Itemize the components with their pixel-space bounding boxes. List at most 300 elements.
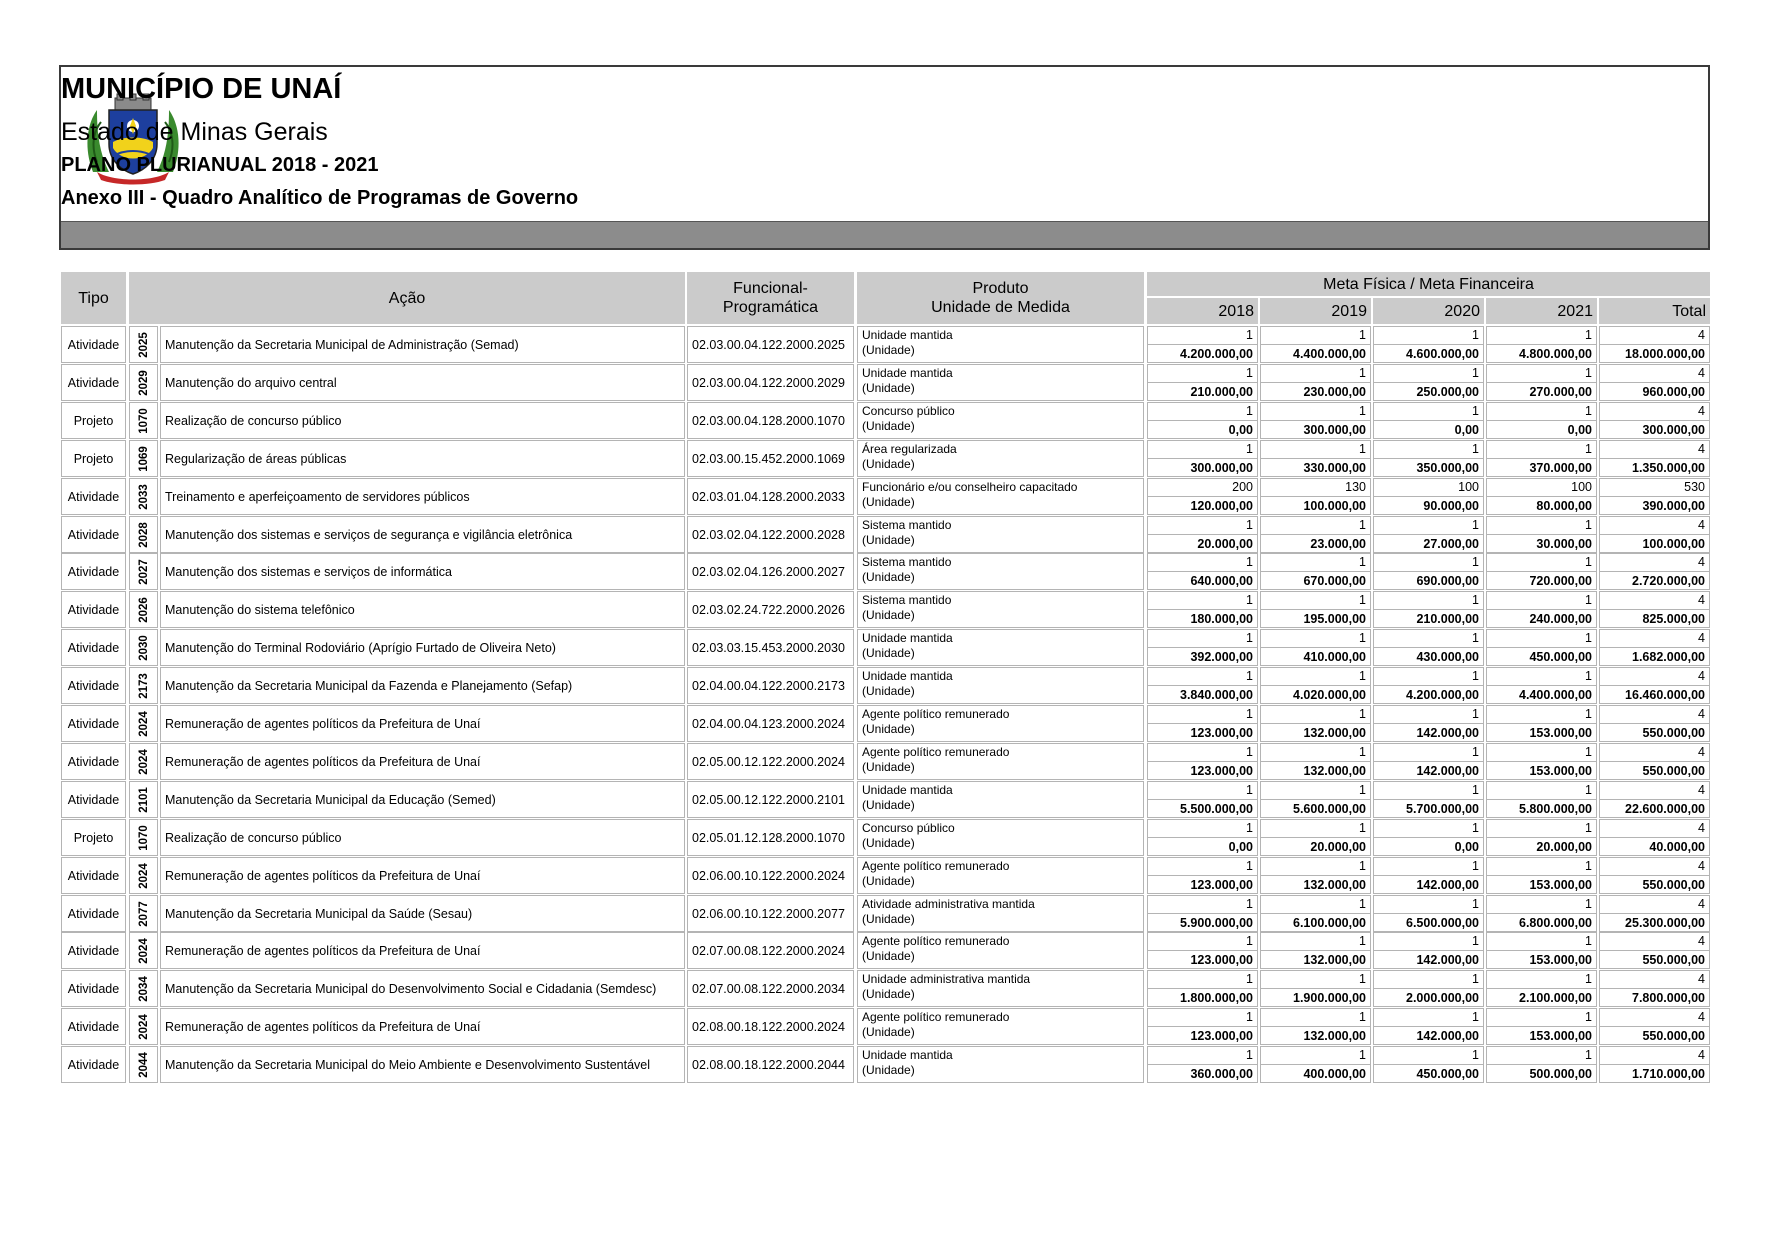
cell-acao: [160, 743, 685, 780]
meta-financeira: 2.000.000,00: [1406, 991, 1479, 1005]
meta-financeira: 132.000,00: [1303, 878, 1366, 892]
meta-fisica: 1: [1246, 897, 1253, 911]
cell-acao: [160, 364, 685, 401]
cell-2021: [1486, 1046, 1597, 1083]
table-row: [0, 819, 1766, 856]
meta-fisica: 1: [1472, 1048, 1479, 1062]
meta-financeira: 1.350.000,00: [1632, 461, 1705, 475]
meta-fisica: 1: [1359, 328, 1366, 342]
cell-produto: [857, 364, 1144, 401]
meta-fisica: 1: [1359, 669, 1366, 683]
cell-text: 2024: [137, 937, 150, 964]
cell-text: Regularização de áreas públicas: [165, 451, 347, 466]
meta-financeira: 500.000,00: [1529, 1067, 1592, 1081]
meta-fisica: 1: [1359, 593, 1366, 607]
meta-fisica: 1: [1472, 555, 1479, 569]
meta-financeira: 300.000,00: [1303, 423, 1366, 437]
cell-text: 02.03.02.24.722.2000.2026: [692, 602, 845, 617]
meta-financeira: 20.000,00: [1197, 537, 1253, 551]
meta-fisica: 1: [1359, 934, 1366, 948]
cell-2021: [1486, 819, 1597, 856]
produto-unidade: (Unidade): [862, 912, 915, 926]
meta-financeira: 7.800.000,00: [1632, 991, 1705, 1005]
cell-produto: [857, 629, 1144, 666]
cell-2021: [1486, 667, 1597, 704]
meta-financeira: 142.000,00: [1416, 726, 1479, 740]
meta-fisica: 4: [1698, 745, 1705, 759]
cell-text: Manutenção da Secretaria Municipal de Administração (Semad): [165, 337, 519, 352]
cell-text: 02.03.02.04.126.2000.2027: [692, 564, 845, 579]
cell-funcional: [687, 1008, 854, 1045]
cell-2021: [1486, 364, 1597, 401]
cell-tipo: [61, 857, 126, 894]
meta-fisica: 1: [1246, 783, 1253, 797]
cell-acao: [160, 591, 685, 628]
meta-fisica: 1: [1472, 442, 1479, 456]
meta-financeira: 120.000,00: [1190, 499, 1253, 513]
column-header-year-2018: 2018: [1147, 298, 1258, 324]
meta-fisica: 4: [1698, 442, 1705, 456]
meta-financeira: 210.000,00: [1416, 612, 1479, 626]
meta-fisica: 4: [1698, 783, 1705, 797]
cell-2019: [1260, 591, 1371, 628]
cell-2018: [1147, 553, 1258, 590]
cell-text: Remuneração de agentes políticos da Prefeitura de Unaí: [165, 1019, 481, 1034]
cell-total: [1599, 516, 1710, 553]
meta-financeira: 0,00: [1454, 840, 1479, 854]
column-header-meta: Meta Física / Meta Financeira: [1147, 272, 1710, 296]
cell-text: Atividade: [67, 527, 120, 542]
cell-total: [1599, 591, 1710, 628]
meta-financeira: 360.000,00: [1190, 1067, 1253, 1081]
cell-2018: [1147, 705, 1258, 742]
cell-text: 2028: [137, 521, 150, 548]
meta-financeira: 27.000,00: [1423, 537, 1479, 551]
meta-financeira: 153.000,00: [1529, 764, 1592, 778]
meta-financeira: 30.000,00: [1536, 537, 1592, 551]
column-header-funcional-line1: Funcional-: [733, 280, 808, 297]
cell-total: [1599, 970, 1710, 1007]
cell-2021: [1486, 705, 1597, 742]
column-header-produto-line2: Unidade de Medida: [931, 299, 1070, 316]
produto-unidade: (Unidade): [862, 343, 915, 357]
cell-text: 02.05.00.12.122.2000.2024: [692, 754, 845, 769]
cell-funcional: [687, 857, 854, 894]
meta-fisica: 1: [1585, 669, 1592, 683]
cell-2021: [1486, 932, 1597, 969]
produto-unidade: (Unidade): [862, 987, 915, 1001]
produto-unidade: (Unidade): [862, 798, 915, 812]
meta-financeira: 20.000,00: [1310, 840, 1366, 854]
cell-acao: [160, 705, 685, 742]
meta-financeira: 22.600.000,00: [1625, 802, 1705, 816]
produto-unidade: (Unidade): [862, 836, 915, 850]
meta-fisica: 1: [1246, 442, 1253, 456]
cell-acao: [160, 326, 685, 363]
cell-2020: [1373, 781, 1484, 818]
table-row: [0, 478, 1766, 515]
meta-fisica: 1: [1585, 518, 1592, 532]
column-header-funcional: [687, 272, 854, 324]
cell-codigo: [129, 326, 158, 363]
cell-2019: [1260, 629, 1371, 666]
cell-tipo: [61, 705, 126, 742]
table-row: [0, 364, 1766, 401]
cell-2019: [1260, 667, 1371, 704]
cell-text: Manutenção do arquivo central: [165, 375, 337, 390]
cell-2018: [1147, 364, 1258, 401]
meta-financeira: 132.000,00: [1303, 1029, 1366, 1043]
meta-fisica: 1: [1359, 859, 1366, 873]
cell-codigo: [129, 667, 158, 704]
cell-total: [1599, 819, 1710, 856]
cell-codigo: [129, 516, 158, 553]
meta-fisica: 1: [1472, 859, 1479, 873]
cell-2019: [1260, 781, 1371, 818]
meta-fisica: 4: [1698, 404, 1705, 418]
cell-codigo: [129, 932, 158, 969]
produto-name: Atividade administrativa mantida: [862, 897, 1035, 911]
cell-text: 02.03.00.04.128.2000.1070: [692, 413, 845, 428]
meta-financeira: 123.000,00: [1190, 1029, 1253, 1043]
cell-2018: [1147, 516, 1258, 553]
cell-2018: [1147, 667, 1258, 704]
meta-financeira: 3.840.000,00: [1180, 688, 1253, 702]
cell-tipo: [61, 516, 126, 553]
produto-name: Unidade mantida: [862, 1048, 953, 1062]
cell-text: Manutenção da Secretaria Municipal da Saúde (Sesau): [165, 906, 473, 921]
report-header: [59, 65, 1710, 250]
table-row: [0, 326, 1766, 363]
meta-financeira: 180.000,00: [1190, 612, 1253, 626]
cell-text: Atividade: [67, 716, 120, 731]
cell-text: Atividade: [67, 564, 120, 579]
cell-text: 02.08.00.18.122.2000.2044: [692, 1057, 845, 1072]
produto-unidade: (Unidade): [862, 874, 915, 888]
cell-funcional: [687, 970, 854, 1007]
meta-fisica: 1: [1246, 1010, 1253, 1024]
cell-codigo: [129, 781, 158, 818]
cell-tipo: [61, 402, 126, 439]
meta-fisica: 1: [1246, 593, 1253, 607]
table-row: [0, 402, 1766, 439]
cell-codigo: [129, 743, 158, 780]
meta-financeira: 5.500.000,00: [1180, 802, 1253, 816]
table-row: [0, 591, 1766, 628]
meta-financeira: 4.400.000,00: [1519, 688, 1592, 702]
meta-financeira: 550.000,00: [1642, 726, 1705, 740]
meta-fisica: 1: [1246, 404, 1253, 418]
meta-financeira: 100.000,00: [1642, 537, 1705, 551]
cell-text: Manutenção da Secretaria Municipal do Desenvolvimento Social e Cidadania (Semdesc): [165, 981, 657, 996]
cell-funcional: [687, 1046, 854, 1083]
meta-fisica: 1: [1246, 328, 1253, 342]
produto-name: Sistema mantido: [862, 555, 952, 569]
produto-unidade: (Unidade): [862, 495, 915, 509]
cell-produto: [857, 591, 1144, 628]
meta-fisica: 1: [1246, 745, 1253, 759]
meta-financeira: 450.000,00: [1529, 650, 1592, 664]
cell-total: [1599, 932, 1710, 969]
meta-fisica: 1: [1472, 631, 1479, 645]
cell-tipo: [61, 970, 126, 1007]
cell-2020: [1373, 516, 1484, 553]
cell-produto: [857, 857, 1144, 894]
meta-fisica: 1: [1472, 707, 1479, 721]
meta-fisica: 4: [1698, 707, 1705, 721]
meta-financeira: 18.000.000,00: [1625, 347, 1705, 361]
meta-fisica: 1: [1246, 1048, 1253, 1062]
meta-financeira: 392.000,00: [1190, 650, 1253, 664]
meta-fisica: 1: [1359, 972, 1366, 986]
meta-financeira: 6.100.000,00: [1293, 916, 1366, 930]
meta-fisica: 4: [1698, 593, 1705, 607]
meta-fisica: 1: [1585, 593, 1592, 607]
cell-2018: [1147, 440, 1258, 477]
meta-fisica: 1: [1472, 328, 1479, 342]
cell-funcional: [687, 478, 854, 515]
column-header-year-2021: 2021: [1486, 298, 1597, 324]
cell-funcional: [687, 553, 854, 590]
cell-tipo: [61, 819, 126, 856]
cell-tipo: [61, 553, 126, 590]
produto-name: Área regularizada: [862, 442, 957, 456]
produto-name: Unidade mantida: [862, 366, 953, 380]
cell-acao: [160, 1046, 685, 1083]
cell-2020: [1373, 629, 1484, 666]
meta-fisica: 1: [1359, 404, 1366, 418]
cell-codigo: [129, 970, 158, 1007]
meta-fisica: 4: [1698, 669, 1705, 683]
cell-text: Projeto: [73, 413, 114, 428]
cell-total: [1599, 478, 1710, 515]
table-row: [0, 857, 1766, 894]
cell-funcional: [687, 895, 854, 932]
cell-codigo: [129, 629, 158, 666]
produto-unidade: (Unidade): [862, 1025, 915, 1039]
meta-financeira: 4.800.000,00: [1519, 347, 1592, 361]
produto-name: Agente político remunerado: [862, 745, 1010, 759]
meta-fisica: 1: [1359, 366, 1366, 380]
cell-total: [1599, 326, 1710, 363]
cell-acao: [160, 932, 685, 969]
cell-text: Manutenção do Terminal Rodoviário (Aprígio Furtado de Oliveira Neto): [165, 640, 556, 655]
meta-financeira: 270.000,00: [1529, 385, 1592, 399]
table-row: [0, 1008, 1766, 1045]
meta-fisica: 1: [1585, 745, 1592, 759]
produto-name: Concurso público: [862, 821, 955, 835]
cell-produto: [857, 553, 1144, 590]
cell-2019: [1260, 478, 1371, 515]
cell-codigo: [129, 364, 158, 401]
cell-text: Remuneração de agentes políticos da Prefeitura de Unaí: [165, 868, 481, 883]
meta-fisica: 1: [1472, 745, 1479, 759]
meta-financeira: 90.000,00: [1423, 499, 1479, 513]
meta-financeira: 450.000,00: [1416, 1067, 1479, 1081]
produto-unidade: (Unidade): [862, 684, 915, 698]
cell-total: [1599, 743, 1710, 780]
cell-text: Remuneração de agentes políticos da Prefeitura de Unaí: [165, 943, 481, 958]
cell-text: 02.08.00.18.122.2000.2024: [692, 1019, 845, 1034]
cell-tipo: [61, 478, 126, 515]
meta-fisica: 1: [1246, 631, 1253, 645]
cell-text: Treinamento e aperfeiçoamento de servidores públicos: [165, 489, 470, 504]
cell-text: Remuneração de agentes políticos da Prefeitura de Unaí: [165, 716, 481, 731]
column-header-produto-line1: Produto: [972, 280, 1029, 297]
cell-funcional: [687, 364, 854, 401]
meta-financeira: 550.000,00: [1642, 953, 1705, 967]
table-row: [0, 667, 1766, 704]
meta-financeira: 5.700.000,00: [1406, 802, 1479, 816]
cell-produto: [857, 667, 1144, 704]
cell-2018: [1147, 1046, 1258, 1083]
column-header-total: Total: [1599, 298, 1710, 324]
table-row: [0, 440, 1766, 477]
column-header-tipo: Tipo: [61, 272, 126, 324]
meta-fisica: 1: [1246, 934, 1253, 948]
cell-total: [1599, 667, 1710, 704]
cell-2019: [1260, 932, 1371, 969]
cell-2019: [1260, 364, 1371, 401]
cell-text: Manutenção do sistema telefônico: [165, 602, 355, 617]
cell-2021: [1486, 743, 1597, 780]
cell-text: 2024: [137, 862, 150, 889]
cell-total: [1599, 440, 1710, 477]
table-row: [0, 970, 1766, 1007]
meta-financeira: 550.000,00: [1642, 878, 1705, 892]
cell-text: Atividade: [67, 981, 120, 996]
cell-codigo: [129, 1046, 158, 1083]
meta-fisica: 1: [1472, 1010, 1479, 1024]
cell-2018: [1147, 932, 1258, 969]
meta-fisica: 1: [1359, 555, 1366, 569]
cell-acao: [160, 516, 685, 553]
cell-text: 02.04.00.04.122.2000.2173: [692, 678, 845, 693]
cell-2021: [1486, 895, 1597, 932]
cell-acao: [160, 895, 685, 932]
meta-fisica: 1: [1246, 859, 1253, 873]
meta-financeira: 142.000,00: [1416, 878, 1479, 892]
cell-text: 2026: [137, 596, 150, 623]
cell-total: [1599, 629, 1710, 666]
meta-fisica: 1: [1585, 404, 1592, 418]
meta-fisica: 1: [1472, 366, 1479, 380]
cell-2019: [1260, 970, 1371, 1007]
cell-2019: [1260, 553, 1371, 590]
meta-financeira: 132.000,00: [1303, 953, 1366, 967]
meta-financeira: 410.000,00: [1303, 650, 1366, 664]
meta-fisica: 1: [1359, 1048, 1366, 1062]
meta-financeira: 4.200.000,00: [1180, 347, 1253, 361]
cell-total: [1599, 1008, 1710, 1045]
cell-2019: [1260, 1046, 1371, 1083]
meta-financeira: 153.000,00: [1529, 1029, 1592, 1043]
meta-financeira: 640.000,00: [1190, 574, 1253, 588]
cell-2020: [1373, 1008, 1484, 1045]
table-row: [0, 516, 1766, 553]
cell-2020: [1373, 326, 1484, 363]
cell-codigo: [129, 819, 158, 856]
meta-financeira: 430.000,00: [1416, 650, 1479, 664]
meta-financeira: 0,00: [1228, 840, 1253, 854]
cell-2019: [1260, 516, 1371, 553]
meta-fisica: 4: [1698, 859, 1705, 873]
meta-financeira: 2.100.000,00: [1519, 991, 1592, 1005]
cell-text: Atividade: [67, 640, 120, 655]
cell-2020: [1373, 667, 1484, 704]
cell-funcional: [687, 781, 854, 818]
meta-fisica: 1: [1585, 1048, 1592, 1062]
cell-2018: [1147, 478, 1258, 515]
cell-2020: [1373, 553, 1484, 590]
meta-fisica: 1: [1359, 518, 1366, 532]
meta-fisica: 1: [1585, 631, 1592, 645]
cell-text: Atividade: [67, 337, 120, 352]
meta-financeira: 250.000,00: [1416, 385, 1479, 399]
meta-fisica: 1: [1585, 328, 1592, 342]
meta-financeira: 153.000,00: [1529, 953, 1592, 967]
meta-financeira: 230.000,00: [1303, 385, 1366, 399]
cell-produto: [857, 819, 1144, 856]
cell-text: 2034: [137, 975, 150, 1002]
table-row: [0, 743, 1766, 780]
meta-fisica: 4: [1698, 897, 1705, 911]
meta-financeira: 1.900.000,00: [1293, 991, 1366, 1005]
cell-acao: [160, 819, 685, 856]
cell-2021: [1486, 781, 1597, 818]
meta-fisica: 1: [1246, 555, 1253, 569]
cell-text: 2024: [137, 1013, 150, 1040]
column-header-produto: [857, 272, 1144, 324]
cell-funcional: [687, 932, 854, 969]
meta-fisica: 1: [1246, 366, 1253, 380]
cell-funcional: [687, 743, 854, 780]
cell-produto: [857, 932, 1144, 969]
meta-financeira: 5.600.000,00: [1293, 802, 1366, 816]
table-row: [0, 553, 1766, 590]
meta-fisica: 1: [1472, 934, 1479, 948]
meta-financeira: 400.000,00: [1303, 1067, 1366, 1081]
cell-funcional: [687, 629, 854, 666]
cell-acao: [160, 629, 685, 666]
cell-acao: [160, 781, 685, 818]
meta-fisica: 1: [1585, 821, 1592, 835]
meta-fisica: 4: [1698, 972, 1705, 986]
cell-2020: [1373, 478, 1484, 515]
cell-2020: [1373, 970, 1484, 1007]
cell-text: 2101: [137, 786, 150, 813]
meta-financeira: 0,00: [1567, 423, 1592, 437]
cell-total: [1599, 553, 1710, 590]
meta-financeira: 240.000,00: [1529, 612, 1592, 626]
cell-2021: [1486, 478, 1597, 515]
cell-text: 2029: [137, 369, 150, 396]
cell-total: [1599, 857, 1710, 894]
cell-codigo: [129, 1008, 158, 1045]
cell-text: Atividade: [67, 792, 120, 807]
meta-fisica: 1: [1359, 897, 1366, 911]
cell-text: 2024: [137, 748, 150, 775]
cell-text: 02.03.00.15.452.2000.1069: [692, 451, 845, 466]
meta-fisica: 130: [1345, 480, 1366, 494]
meta-financeira: 4.600.000,00: [1406, 347, 1479, 361]
meta-financeira: 123.000,00: [1190, 726, 1253, 740]
meta-fisica: 1: [1585, 897, 1592, 911]
cell-2019: [1260, 743, 1371, 780]
table-row: [0, 705, 1766, 742]
cell-2020: [1373, 402, 1484, 439]
cell-text: 02.03.00.04.122.2000.2025: [692, 337, 845, 352]
